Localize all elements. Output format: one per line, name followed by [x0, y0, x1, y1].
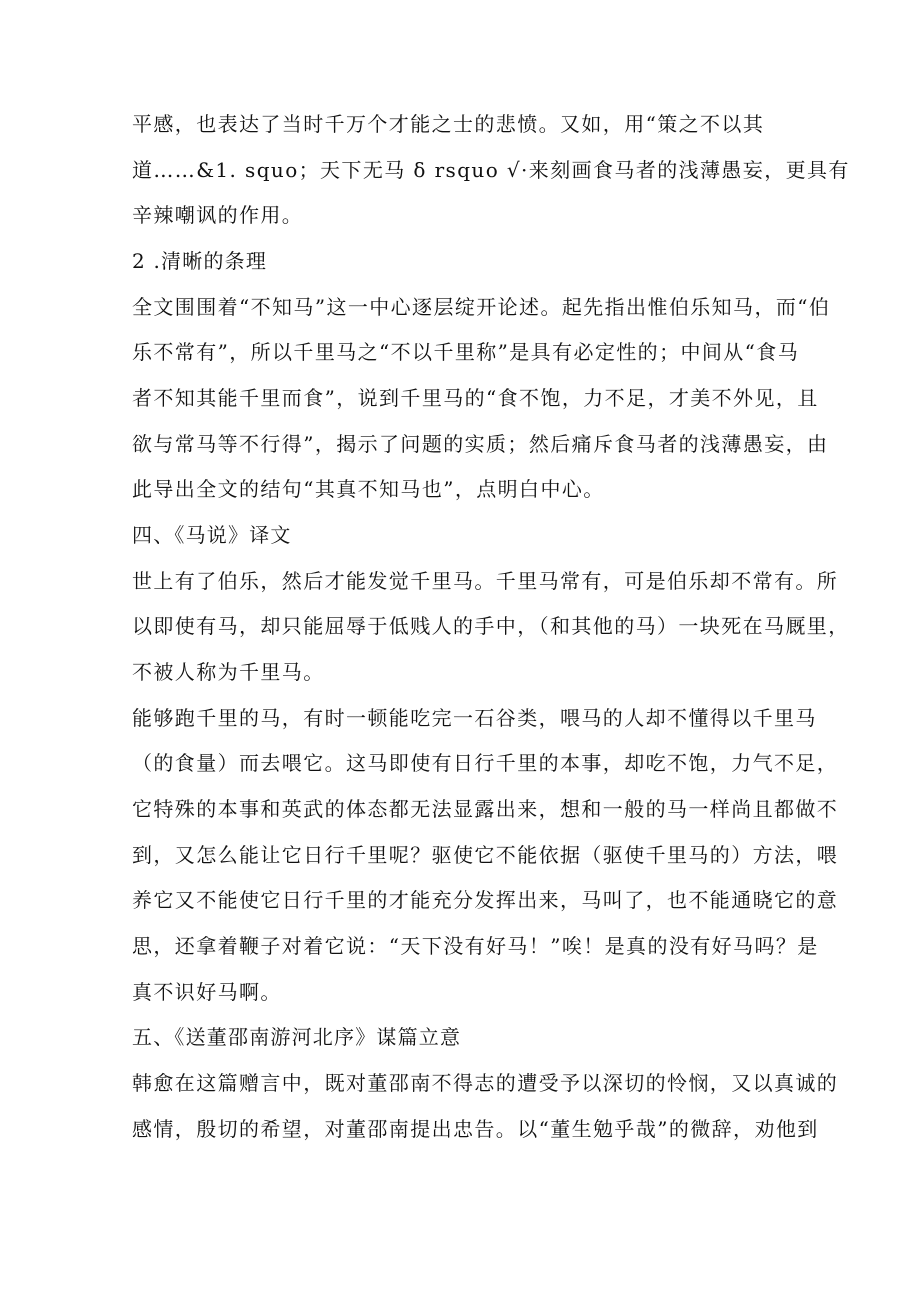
paragraph-line: 思，还拿着鞭子对着它说：“天下没有好马！”唉！是真的没有好马吗？是	[132, 934, 819, 958]
paragraph-line: 世上有了伯乐，然后才能发觉千里马。千里马常有，可是伯乐却不常有。所	[132, 569, 839, 593]
paragraph-line: 欲与常马等不行得”，揭示了问题的实质；然后痛斥食马者的浅薄愚妄，由	[132, 432, 829, 456]
paragraph-line: 平感，也表达了当时千万个才能之士的悲愤。又如，用“策之不以其	[132, 112, 765, 136]
paragraph-line: 道……&1. squo；天下无马 δ rsquo √·来刻画食马者的浅薄愚妄，更具有	[132, 158, 850, 182]
paragraph-line: 不被人称为千里马。	[132, 660, 325, 684]
paragraph-line: （的食量）而去喂它。这马即使有日行千里的本事，却吃不饱，力气不足，	[132, 751, 839, 775]
section-heading: 四、《马说》译文	[132, 523, 292, 547]
paragraph-line: 乐不常有”，所以千里马之“不以千里称”是具有必定性的；中间从“食马	[132, 340, 800, 364]
paragraph-line: 全文围围着“不知马”这一中心逐层绽开论述。起先指出惟伯乐知马，而“伯	[132, 295, 831, 319]
paragraph-line: 养它又不能使它日行千里的才能充分发挥出来，马叫了，也不能通晓它的意	[132, 888, 839, 912]
paragraph-line: 韩愈在这篇赠言中，既对董邵南不得志的遭受予以深切的怜悯，又以真诚的	[132, 1071, 839, 1095]
paragraph-line: 以即使有马，却只能屈辱于低贱人的手中，（和其他的马）一块死在马厩里，	[132, 614, 850, 638]
paragraph-line: 真不识好马啊。	[132, 980, 282, 1004]
paragraph-line: 能够跑千里的马，有时一顿能吃完一石谷类，喂马的人却不懂得以千里马	[132, 706, 817, 730]
section-heading: 2 .清晰的条理	[132, 249, 268, 273]
paragraph-line: 辛辣嘲讽的作用。	[132, 203, 304, 227]
section-heading: 五、《送董邵南游河北序》谋篇立意	[132, 1025, 462, 1049]
paragraph-line: 它特殊的本事和英武的体态都无法显露出来，想和一般的马一样尚且都做不	[132, 797, 839, 821]
paragraph-line: 者不知其能千里而食”，说到千里马的“食不饱，力不足，才美不外见，且	[132, 386, 819, 410]
paragraph-line: 感情，殷切的希望，对董邵南提出忠告。以“董生勉乎哉”的微辞，劝他到	[132, 1117, 819, 1141]
paragraph-line: 此导出全文的结句“其真不知马也”，点明白中心。	[132, 477, 605, 501]
paragraph-line: 到，又怎么能让它日行千里呢？驱使它不能依据（驱使千里马的）方法，喂	[132, 843, 839, 867]
